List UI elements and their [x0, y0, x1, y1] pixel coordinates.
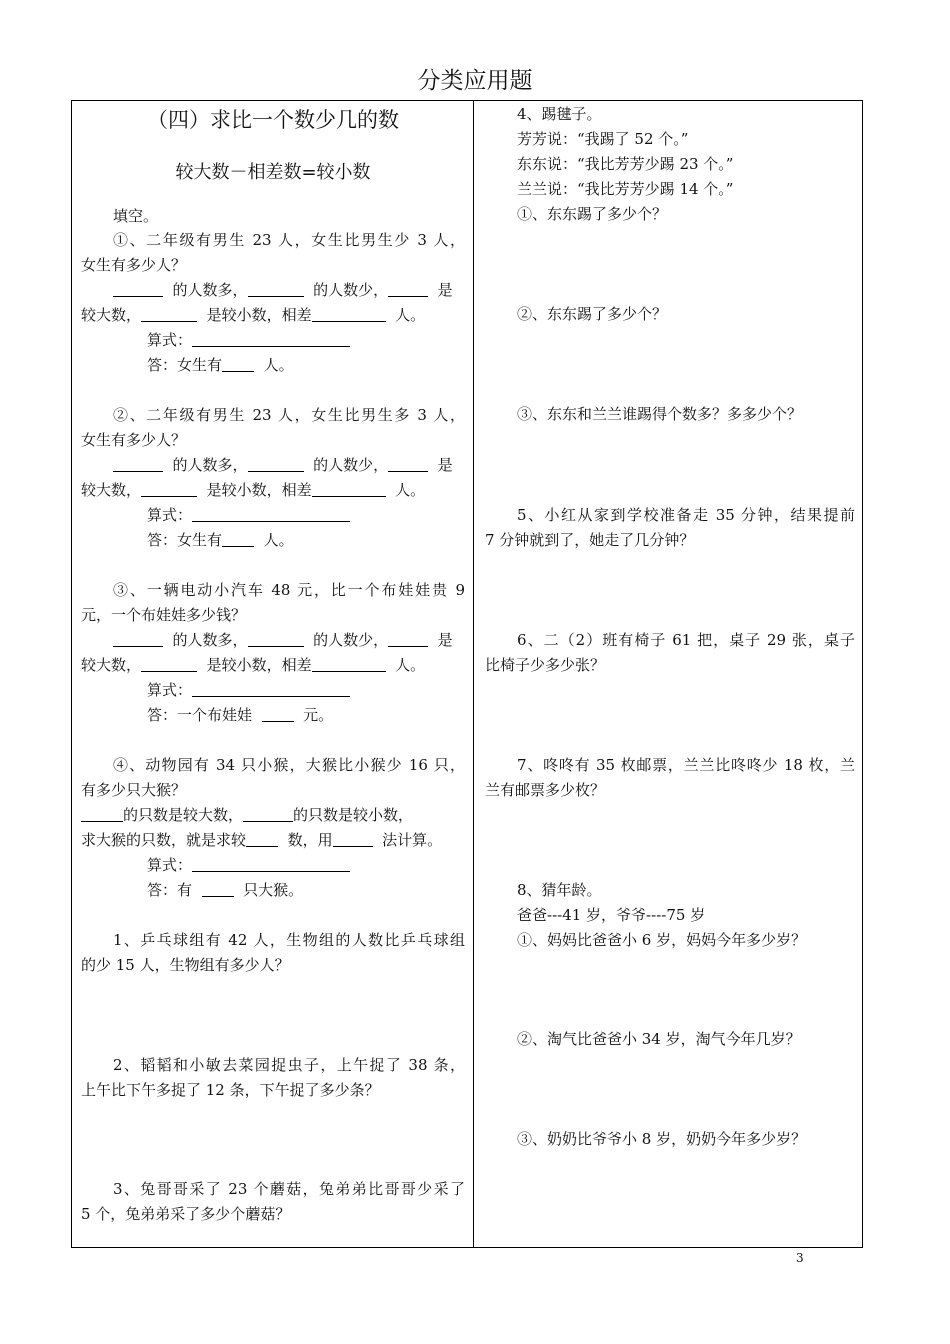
problem-4-question-2: ②、东东踢了多少个？ [517, 305, 668, 323]
q1-fill-line1: 的人数多， 的人数少， 是 [113, 278, 453, 303]
problem-6-line1: 6、二（2）班有椅子 61 把，桌子 29 张，桌子 [517, 631, 855, 649]
q3-text-line2: 元，一个布娃娃多少钱？ [81, 606, 247, 624]
blank[interactable] [192, 330, 350, 347]
blank[interactable] [192, 680, 350, 697]
q4-text-line2: 有多少只大猴？ [81, 781, 187, 799]
blank[interactable] [141, 480, 197, 497]
q2-answer: 答：女生有 人。 [147, 531, 294, 549]
blank[interactable] [388, 630, 428, 647]
blank[interactable] [312, 655, 386, 672]
q2-fill-line1: 的人数多， 的人数少， 是 [113, 453, 453, 478]
q4-answer: 答：有 只大猴。 [147, 881, 304, 899]
blank[interactable] [248, 280, 304, 297]
blank[interactable] [113, 455, 163, 472]
q4-fill-line2: 求大猴的只数，就是求较 数，用 法计算。 [81, 831, 443, 849]
problem-4-title: 4、踢毽子。 [517, 105, 602, 123]
problem-6-line2: 比椅子少多少张？ [485, 656, 606, 674]
q2-text-line2: 女生有多少人？ [81, 431, 187, 449]
q1-calc: 算式： [147, 328, 350, 353]
q2-fill-line2: 较大数， 是较小数，相差 人。 [81, 481, 426, 499]
blank[interactable] [388, 280, 428, 297]
problem-4-statement-2: 东东说：“我比芳芳少踢 23 个。” [517, 155, 734, 173]
blank[interactable] [141, 655, 197, 672]
q1-answer: 答：女生有 人。 [147, 356, 294, 374]
q4-fill-line1: 的只数是较大数， 的只数是较小数， [81, 803, 413, 828]
problem-7-line1: 7、咚咚有 35 枚邮票，兰兰比咚咚少 18 枚，兰 [517, 756, 855, 774]
q3-answer: 答：一个布娃娃 元。 [147, 706, 334, 724]
q4-calc: 算式： [147, 853, 350, 878]
blank[interactable] [222, 355, 254, 372]
q4-text-line1: ④、动物园有 34 只小猴，大猴比小猴少 16 只， [113, 756, 465, 774]
problem-4-question-3: ③、东东和兰兰谁踢得个数多？多多少个？ [517, 405, 803, 423]
problem-8-question-1: ①、妈妈比爸爸小 6 岁，妈妈今年多少岁？ [517, 931, 807, 949]
problem-3-line2: 5 个，兔弟弟采了多少个蘑菇？ [81, 1205, 291, 1223]
problem-8-question-2: ②、淘气比爸爸小 34 岁，淘气今年几岁？ [517, 1030, 801, 1048]
problem-8-question-3: ③、奶奶比爷爷小 8 岁，奶奶今年多少岁？ [517, 1130, 807, 1148]
q3-fill-line1: 的人数多， 的人数少， 是 [113, 628, 453, 653]
blank[interactable] [262, 705, 294, 722]
problem-2-line1: 2、韬韬和小敏去菜园捉虫子，上午捉了 38 条， [113, 1056, 465, 1074]
column-divider [473, 100, 474, 1248]
blank[interactable] [248, 455, 304, 472]
blank[interactable] [113, 630, 163, 647]
problem-8-title: 8、猜年龄。 [517, 881, 602, 899]
blank[interactable] [312, 305, 386, 322]
blank[interactable] [192, 855, 350, 872]
blank[interactable] [243, 805, 293, 822]
problem-3-line1: 3、兔哥哥采了 23 个蘑菇，兔弟弟比哥哥少采了 [113, 1180, 465, 1198]
blank[interactable] [312, 480, 386, 497]
blank[interactable] [202, 880, 234, 897]
problem-2-line2: 上午比下午多捉了 12 条，下午捉了多少条？ [81, 1081, 380, 1099]
q3-calc: 算式： [147, 678, 350, 703]
blank[interactable] [246, 830, 278, 847]
page-number: 3 [796, 1251, 804, 1265]
problem-5-line2: 7 分钟就到了，她走了几分钟？ [485, 531, 695, 549]
problem-7-line2: 兰有邮票多少枚？ [485, 781, 606, 799]
q3-text-line1: ③、一辆电动小汽车 48 元，比一个布娃娃贵 9 [113, 581, 465, 599]
blank[interactable] [333, 830, 373, 847]
problem-8-info: 爸爸---41 岁，爷爷----75 岁 [517, 906, 706, 924]
blank[interactable] [222, 530, 254, 547]
problem-4-statement-3: 兰兰说：“我比芳芳少踢 14 个。” [517, 180, 734, 198]
problem-4-question-1: ①、东东踢了多少个？ [517, 205, 668, 223]
fill-in-label: 填空。 [113, 207, 159, 225]
q2-text-line1: ②、二年级有男生 23 人，女生比男生多 3 人， [113, 406, 465, 424]
formula: 较大数－相差数=较小数 [175, 162, 371, 183]
blank[interactable] [141, 305, 197, 322]
problem-4-statement-1: 芳芳说：“我踢了 52 个。” [517, 130, 689, 148]
q1-text-line1: ①、二年级有男生 23 人，女生比男生少 3 人， [113, 231, 465, 249]
q2-calc: 算式： [147, 503, 350, 528]
problem-5-line1: 5、小红从家到学校准备走 35 分钟，结果提前 [517, 506, 855, 524]
q1-text-line2: 女生有多少人？ [81, 256, 187, 274]
q1-fill-line2: 较大数， 是较小数，相差 人。 [81, 306, 426, 324]
blank[interactable] [248, 630, 304, 647]
blank[interactable] [192, 505, 350, 522]
q3-fill-line2: 较大数， 是较小数，相差 人。 [81, 656, 426, 674]
blank[interactable] [113, 280, 163, 297]
blank[interactable] [81, 805, 123, 822]
problem-1-line2: 的少 15 人，生物组有多少人？ [81, 956, 290, 974]
page-title: 分类应用题 [417, 68, 533, 94]
blank[interactable] [388, 455, 428, 472]
problem-1-line1: 1、乒乓球组有 42 人，生物组的人数比乒乓球组 [113, 931, 465, 949]
section-heading: （四）求比一个数少几的数 [147, 108, 399, 132]
